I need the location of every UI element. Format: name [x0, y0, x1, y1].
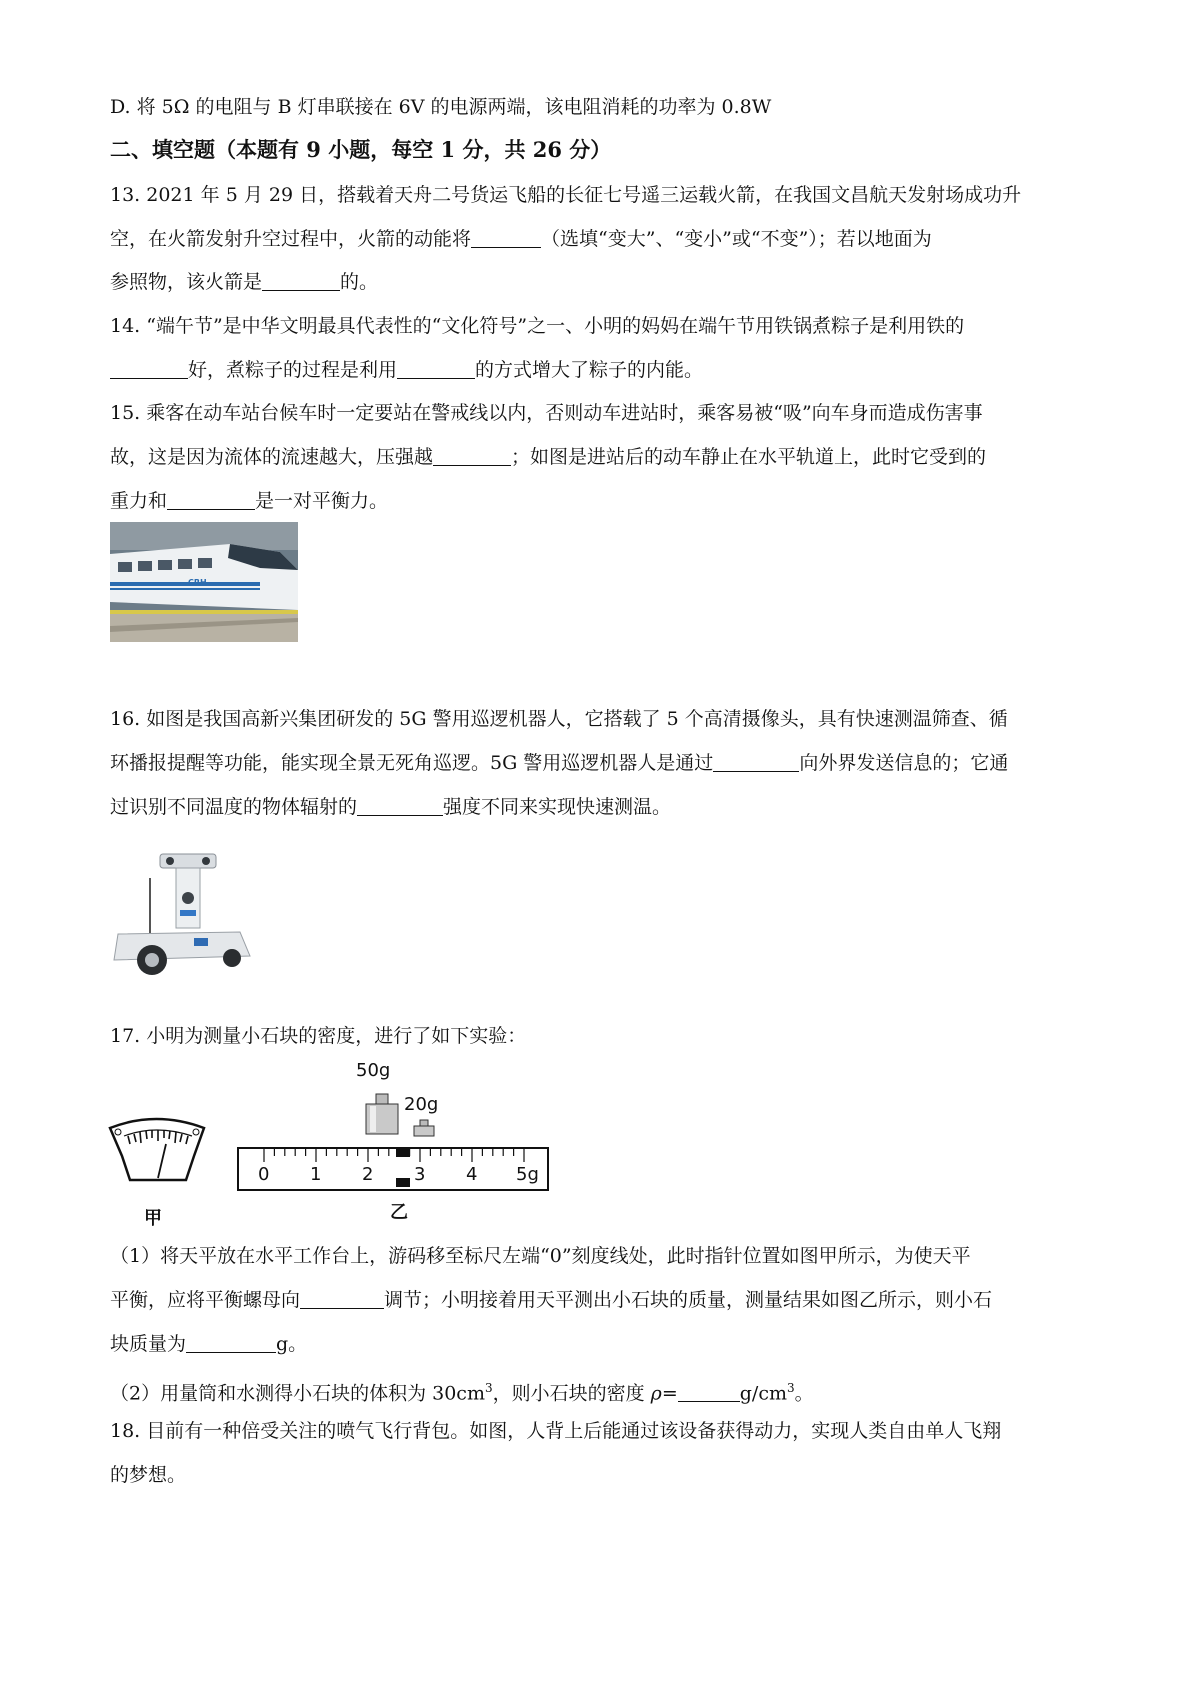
q18-line1: 18. 目前有一种倍受关注的喷气飞行背包。如图，人背上后能通过该设备获得动力，实现人类自由单人飞翔 [110, 1420, 1002, 1442]
q14-line2: 好，煮粽子的过程是利用 的方式增大了粽子的内能。 [110, 356, 703, 384]
q16-line1: 16. 如图是我国高新兴集团研发的 5G 警用巡逻机器人，它搭载了 5 个高清摄像头，具有快速测温筛查、循 [110, 708, 1008, 730]
weight-50g-label: 50g [356, 1060, 391, 1081]
figure-label-yi: 乙 [390, 1202, 408, 1223]
section-title: 二、填空题（本题有 9 小题，每空 1 分，共 26 分） [110, 137, 612, 162]
q14-line1: 14. “端午节”是中华文明最具代表性的“文化符号”之一、小明的妈妈在端午节用铁锅煮粽子是利用铁的 [110, 315, 965, 337]
train-photo [110, 522, 298, 642]
answer-blank[interactable] [300, 1288, 384, 1309]
robot-photo [110, 848, 258, 978]
q17-part1-line1: （1）将天平放在水平工作台上，游码移至标尺左端“0”刻度线处，此时指针位置如图甲所示，为使天平 [110, 1245, 971, 1267]
answer-blank[interactable] [186, 1332, 276, 1353]
figure-label-jia: 甲 [144, 1208, 162, 1229]
scale-tick-label: 3 [414, 1164, 426, 1185]
answer-blank[interactable] [357, 795, 443, 816]
balance-figure [100, 1048, 620, 1238]
q13-line2: 空，在火箭发射升空过程中，火箭的动能将 （选填“变大”、“变小”或“不变”）；若以地面为 [110, 228, 932, 250]
q17-part2: （2）用量筒和水测得小石块的体积为 $30cm^3$，则小石块的密度 $\rho= g/cm^3$。 [110, 1381, 814, 1405]
pointer-scale [110, 1119, 204, 1180]
weight-20g [414, 1120, 434, 1136]
answer-blank[interactable] [678, 1381, 740, 1402]
weight-20g-label: 20g [404, 1094, 439, 1115]
q15-line3: 重力和 是一对平衡力。 [110, 490, 389, 512]
q15-line1: 15. 乘客在动车站台候车时一定要站在警戒线以内，否则动车进站时，乘客易被“吸”向车身而造成伤害事 [110, 402, 983, 424]
q17-part1-line2: 平衡，应将平衡螺母向 调节；小明接着用天平测出小石块的质量，测量结果如图乙所示，则小石 [110, 1289, 993, 1311]
q13-line1: 13. 2021 年 5 月 29 日，搭载着天舟二号货运飞船的长征七号遥三运载火箭，在我国文昌航天发射场成功升 [110, 184, 1022, 206]
q15-line2: 故，这是因为流体的流速越大，压强越 ；如图是进站后的动车静止在水平轨道上，此时它受到的 [110, 446, 987, 468]
q13-line3: 参照物，该火箭是 的。 [110, 271, 379, 293]
answer-blank[interactable] [167, 489, 255, 510]
rider-scale [238, 1148, 548, 1190]
scale-tick-label: 4 [466, 1164, 478, 1185]
q17-line1: 17. 小明为测量小石块的密度，进行了如下实验： [110, 1025, 527, 1047]
robot-illustration [110, 848, 258, 978]
scale-tick-label: 0 [258, 1164, 270, 1185]
answer-blank[interactable] [433, 445, 511, 466]
weight-50g [366, 1094, 398, 1134]
option-d: D. 将 5Ω 的电阻与 B 灯串联接在 6V 的电源两端，该电阻消耗的功率为 0.8W [110, 96, 772, 118]
scale-tick-label: 1 [310, 1164, 322, 1185]
train-illustration [110, 522, 298, 642]
answer-blank[interactable] [713, 751, 799, 772]
scale-tick-label: 2 [362, 1164, 374, 1185]
answer-blank[interactable] [110, 358, 188, 379]
q16-line3: 过识别不同温度的物体辐射的 强度不同来实现快速测温。 [110, 796, 672, 818]
q17-part1-line3: 块质量为 g。 [110, 1333, 308, 1355]
q18-line2: 的梦想。 [110, 1464, 187, 1486]
answer-blank[interactable] [471, 227, 541, 248]
scale-tick-label: 5g [516, 1164, 539, 1185]
answer-blank[interactable] [397, 358, 475, 379]
answer-blank[interactable] [262, 270, 340, 291]
train-logo: CRH [188, 578, 207, 587]
q16-line2: 环播报提醒等功能，能实现全景无死角巡逻。5G 警用巡逻机器人是通过 向外界发送信息的；它通 [110, 752, 1009, 774]
